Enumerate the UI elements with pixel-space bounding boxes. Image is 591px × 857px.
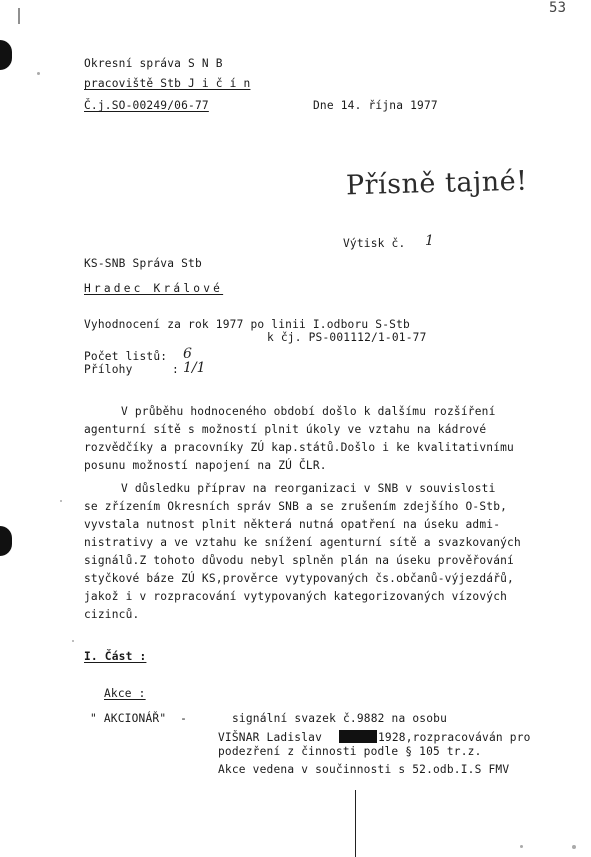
- body-line: vyvstala nutnost plnit některá nutná opatření na úseku admi-: [84, 518, 501, 531]
- body-line: nistrativy a ve vztahu ke snížení agenturní sítě a svazkovaných: [84, 536, 521, 549]
- body-line: signálů.Z tohoto důvodu nebyl splněn plán na úseku prověřování: [84, 554, 514, 567]
- section-subheading: Akce :: [104, 687, 146, 700]
- sheets-label: Počet listů:: [84, 350, 168, 363]
- attachments-value: 1/1: [183, 360, 206, 376]
- page-number: 53: [549, 0, 567, 16]
- body-line: jakož i v rozpracování vytypovaných kategorizovaných vízových: [84, 590, 508, 603]
- scan-speck: [37, 72, 40, 75]
- document-date: Dne 14. října 1977: [313, 99, 438, 112]
- section-heading: I. Část :: [84, 650, 147, 663]
- reference-number: Č.j.SO-00249/06-77: [84, 99, 209, 112]
- action-line-2b: 1928,rozpracováván pro: [378, 731, 531, 744]
- subject-line-2: k čj. PS-001112/1-01-77: [267, 331, 427, 344]
- action-line-4: Akce vedena v součinnosti s 52.odb.I.S FMV: [218, 763, 510, 776]
- copy-label: Výtisk č.: [343, 237, 406, 250]
- office-name: Okresní správa S N B: [84, 57, 223, 70]
- workplace-name: pracoviště Stb J i č í n: [84, 77, 251, 90]
- redaction-bar: [339, 730, 377, 743]
- attachments-colon: :: [172, 363, 179, 376]
- classification-stamp: Přísně tajné!: [345, 165, 528, 202]
- scan-speck: [572, 845, 576, 849]
- subject-line-1: Vyhodnocení za rok 1977 po linii I.odboru S-Stb: [84, 318, 410, 331]
- body-line: V průběhu hodnoceného období došlo k dalšímu rozšíření: [121, 405, 496, 418]
- scan-line: [355, 790, 356, 857]
- attachments-label: Přílohy: [84, 363, 133, 376]
- copy-number: 1: [425, 233, 434, 249]
- body-line: se zřízením Okresních správ SNB a se zrušením zdejšího O-Stb,: [84, 500, 508, 513]
- body-line: posunu možností napojení na ZÚ ČLR.: [84, 459, 327, 472]
- scan-mark: [18, 8, 20, 24]
- action-line-1: signální svazek č.9882 na osobu: [232, 712, 447, 725]
- body-line: styčkové báze ZÚ KS,prověrce vytypovaných čs.občanů-výjezdářů,: [84, 572, 514, 585]
- action-line-3: podezření z činnosti podle § 105 tr.z.: [218, 745, 482, 758]
- scan-speck: [72, 640, 74, 642]
- punch-hole-bottom: [0, 526, 12, 556]
- punch-hole-top: [0, 40, 12, 70]
- recipient-line-2: Hradec Králové: [84, 282, 224, 295]
- body-line: rozvědčíky a pracovníky ZÚ kap.států.Došlo i ke kvalitativnímu: [84, 441, 514, 454]
- sheets-value: 6: [183, 346, 192, 362]
- body-line: agenturní sítě s možností plnit úkoly ve vztahu na kádrové: [84, 423, 487, 436]
- scan-speck: [520, 845, 523, 848]
- body-line: V důsledku příprav na reorganizaci v SNB v souvislosti: [121, 482, 496, 495]
- body-line: cizinců.: [84, 608, 140, 621]
- action-line-2a: VIŠNAR Ladislav: [218, 731, 323, 744]
- action-name: " AKCIONÁŘ" -: [90, 712, 188, 725]
- recipient-line-1: KS-SNB Správa Stb: [84, 257, 202, 270]
- scan-speck: [60, 500, 62, 502]
